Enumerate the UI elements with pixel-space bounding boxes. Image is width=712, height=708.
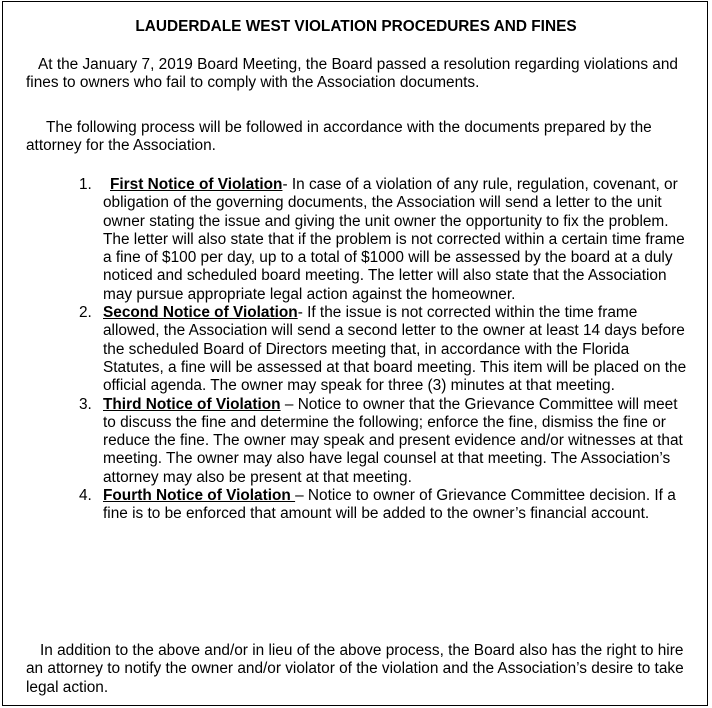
intro-paragraph: At the January 7, 2019 Board Meeting, the Board passed a resolution regarding violations and fines to owners who fail to comply with the Association documents.	[26, 56, 678, 92]
item-heading: Fourth Notice of Violation	[103, 487, 296, 505]
process-paragraph: The following process will be followed in accordance with the documents prepared by the attorney for the Association.	[26, 119, 652, 155]
item-number: 1.	[79, 176, 92, 193]
list-item	[3, 396, 693, 487]
list-item	[3, 487, 693, 524]
item-heading: First Notice of Violation	[110, 176, 283, 193]
violation-steps-list	[3, 176, 709, 524]
item-number: 3.	[79, 395, 92, 413]
item-number: 4.	[79, 487, 92, 505]
item-body: – Notice to owner that the Grievance Committee will meet to discuss the fine and determine the following; enforce the fine, dismiss the fine or reduce the fine. The owner may speak and present evidence and/or witnesses at that meeting. The owner may also have legal counsel at that meeting. The Association’s attorney may also be present at that meeting.	[103, 395, 683, 486]
item-heading: Second Notice of Violation	[103, 304, 298, 322]
document-title: LAUDERDALE WEST VIOLATION PROCEDURES AND FINES	[135, 18, 577, 35]
item-body: - If the issue is not corrected within the time frame allowed, the Association will send a second letter to the owner at least 14 days before the scheduled Board of Directors meeting that, in accordance with the Florida Statutes, a fine will be assessed at that board meeting. This item will be placed on the official agenda. The owner may speak for three (3) minutes at that meeting.	[103, 304, 687, 395]
item-body: - In case of a violation of any rule, regulation, covenant, or obligation of the governing documents, the Association will send a letter to the unit owner stating the issue and giving the unit owner the opportunity to fix the problem. The letter will also state that if the problem is not corrected within a certain time frame a fine of $100 per day, up to a total of $1000 will be assessed by the board at a duly noticed and scheduled board meeting. The letter will also state that the Association may pursue appropriate legal action against the homeowner.	[103, 176, 685, 303]
document-frame	[2, 1, 708, 706]
list-item	[3, 304, 693, 395]
closing-paragraph: In addition to the above and/or in lieu of the above process, the Board also has the right to hire an attorney to notify the owner and/or violator of the violation and the Association’s desire to take legal action.	[26, 642, 684, 696]
item-heading: Third Notice of Violation	[103, 395, 281, 413]
item-body: – Notice to owner of Grievance Committee decision. If a fine is to be enforced that amount will be added to the owner’s financial account.	[103, 487, 676, 523]
list-item	[3, 176, 693, 304]
item-number: 2.	[79, 304, 92, 322]
